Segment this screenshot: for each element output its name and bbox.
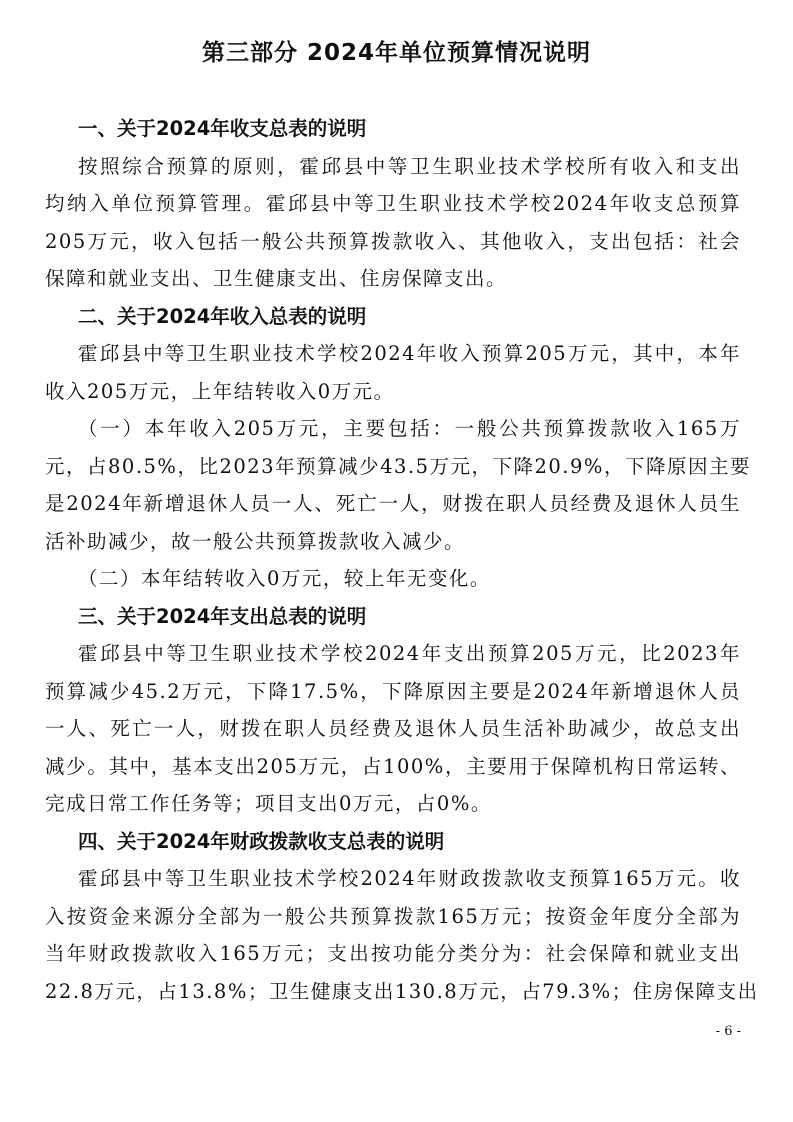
text-line: 均纳入单位预算管理。霍邱县中等卫生职业技术学校2024年收支总预算 [45,192,741,215]
section [45,110,741,298]
paragraph [45,148,741,298]
paragraph [45,560,741,598]
text-line: 减少。其中，基本支出205万元，占100%，主要用于保障机构日常运转、 [45,754,741,778]
text-line: （一）本年收入205万元，主要包括：一般公共预算拨款收入165万 [78,417,741,440]
text-line: 预算减少45.2万元，下降17.5%，下降原因主要是2024年新增退休人员 [45,679,741,703]
text-line: 完成日常工作任务等；项目支出0万元，占0%。 [45,792,492,815]
text-line: 一人、死亡一人，财拨在职人员经费及退休人员生活补助减少，故总支出 [45,717,741,740]
text-line: 霍邱县中等卫生职业技术学校2024年财政拨款收支预算165万元。收 [78,867,741,890]
text-line: 收入205万元，上年结转收入0万元。 [45,379,395,403]
paragraph [45,410,751,560]
paragraph [45,860,759,1010]
text-line: 是2024年新增退休人员一人、死亡一人，财拨在职人员经费及退休人员生 [45,492,741,515]
section-heading: 三、关于2024年支出总表的说明 [78,604,367,628]
section-heading: 二、关于2024年收入总表的说明 [78,304,367,328]
text-line: 22.8万元，占13.8%；卫生健康支出130.8万元，占79.3%；住房保障支出 [45,979,759,1003]
page-number: - 6 - [715,1024,741,1039]
text-line: （二）本年结转收入0万元，较上年无变化。 [78,567,491,590]
text-line: 活补助减少，故一般公共预算拨款收入减少。 [45,529,466,553]
section [45,598,741,823]
paragraph [45,635,741,823]
section-heading: 一、关于2024年收支总表的说明 [78,117,367,140]
page-title: 第三部分 2024年单位预算情况说明 [201,40,592,66]
text-line: 入按资金来源分全部为一般公共预算拨款165万元；按资金年度分全部为 [45,904,741,928]
text-line: 元，占80.5%，比2023年预算减少43.5万元，下降20.9%，下降原因主要 [45,454,751,478]
text-line: 保障和就业支出、卫生健康支出、住房保障支出。 [45,267,508,290]
section [45,298,751,598]
section [45,823,759,1011]
section-heading: 四、关于2024年财政拨款收支总表的说明 [78,829,445,853]
text-line: 按照综合预算的原则，霍邱县中等卫生职业技术学校所有收入和支出 [78,154,741,178]
text-line: 当年财政拨款收入165万元；支出按功能分类分为：社会保障和就业支出 [45,942,741,965]
paragraph [45,335,741,410]
document-body [45,110,759,1010]
text-line: 205万元，收入包括一般公共预算拨款收入、其他收入，支出包括：社会 [45,229,741,253]
text-line: 霍邱县中等卫生职业技术学校2024年收入预算205万元，其中，本年 [78,342,741,365]
text-line: 霍邱县中等卫生职业技术学校2024年支出预算205万元，比2023年 [78,642,741,665]
